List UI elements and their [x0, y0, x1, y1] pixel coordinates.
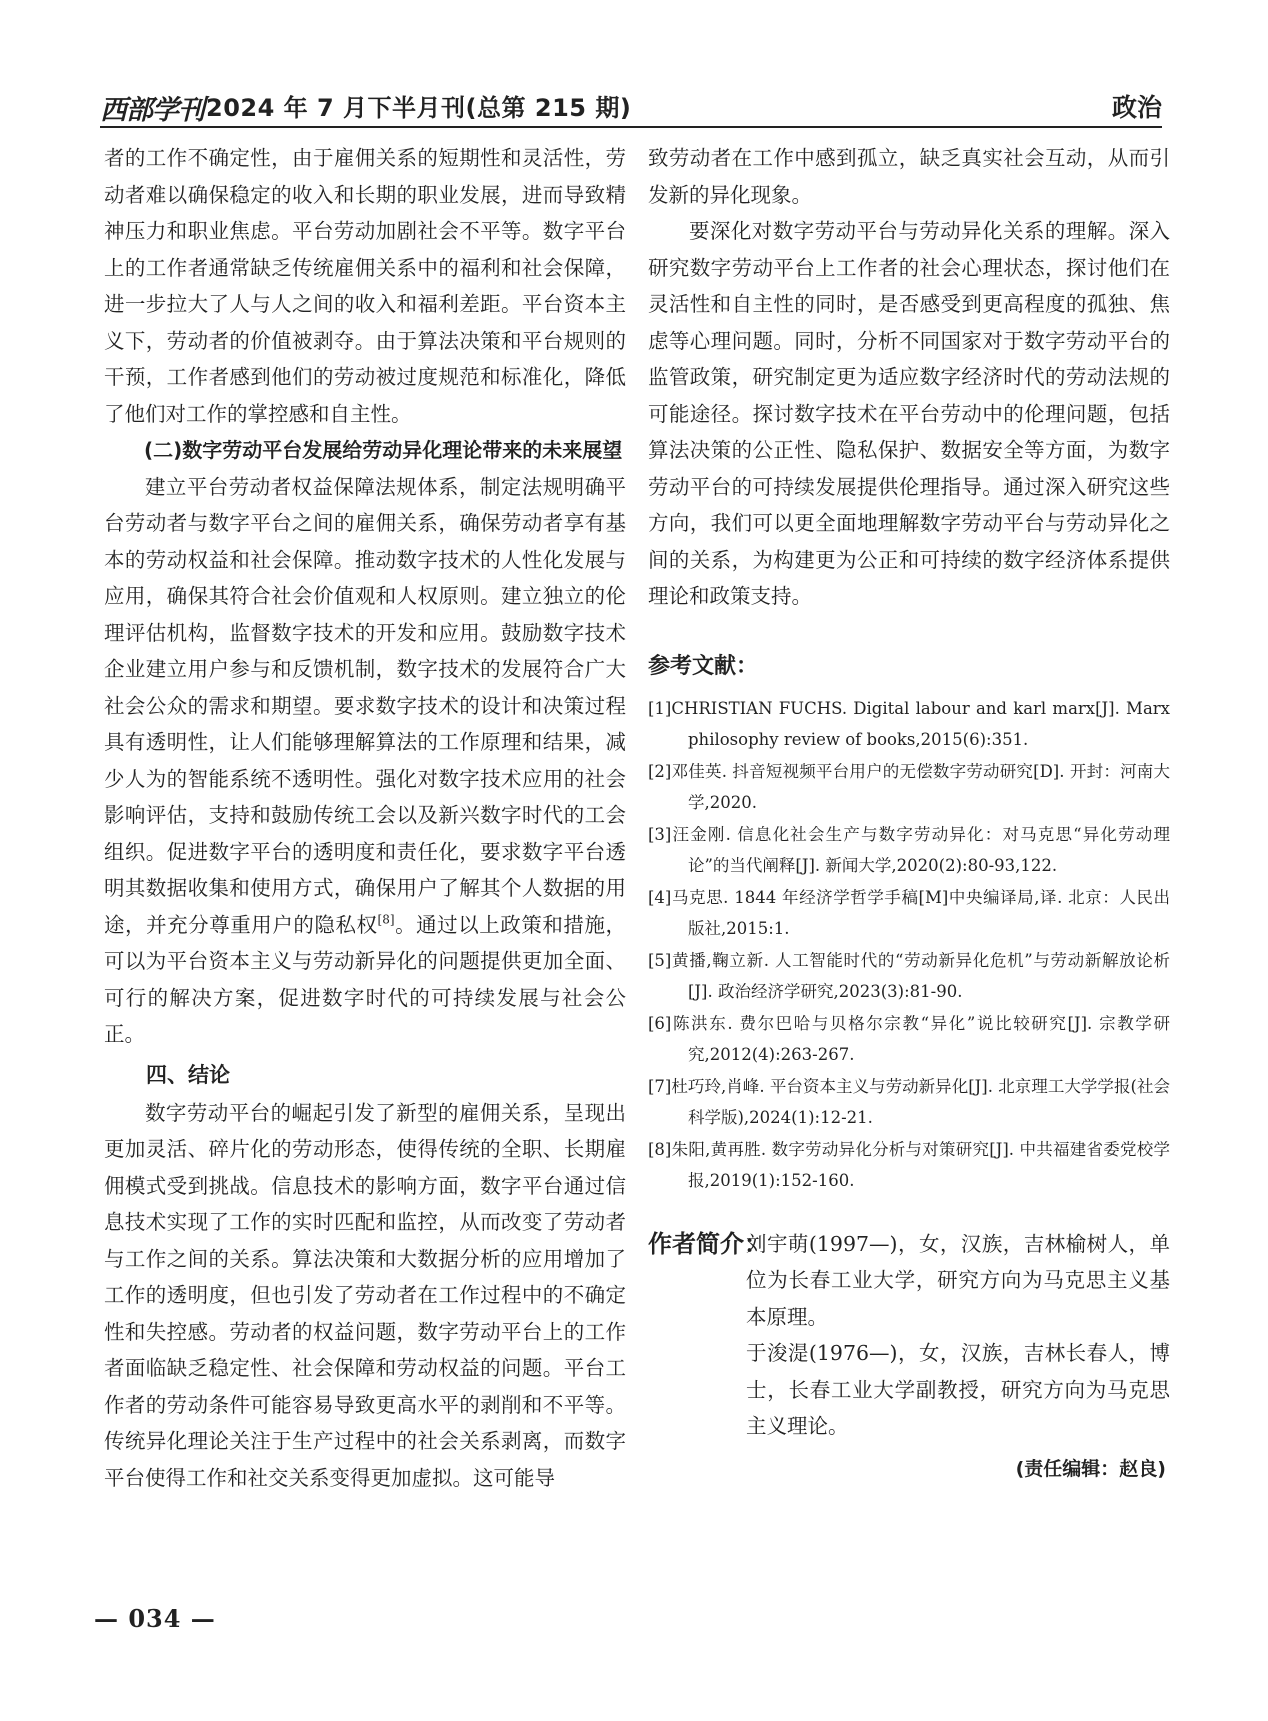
body-paragraph	[104, 469, 626, 1053]
body-paragraph: 者的工作不确定性，由于雇佣关系的短期性和灵活性，劳动者难以确保稳定的收入和长期的职业发展，进而导致精神压力和职业焦虑。平台劳动加剧社会不平等。数字平台上的工作者通常缺乏传统雇佣关系中的福利和社会保障，进一步拉大了人与人之间的收入和福利差距。平台资本主义下，劳动者的价值被剥夺。由于算法决策和平台规则的干预，工作者感到他们的劳动被过度规范和标准化，降低了他们对工作的掌控感和自主性。	[104, 146, 626, 426]
paragraph-text: 。通过以上政策和措施，可以为平台资本主义与劳动新异化的问题提供更加全面、可行的解决方案，促进数字时代的可持续发展与社会公正。	[104, 912, 627, 1046]
body-paragraph: 要深化对数字劳动平台与劳动异化关系的理解。深入研究数字劳动平台上工作者的社会心理状态，探讨他们在灵活性和自主性的同时，是否感受到更高程度的孤独、焦虑等心理问题。同时，分析不同国家对于数字劳动平台的监管政策，研究制定更为适应数字经济时代的劳动法规的可能途径。探讨数字技术在平台劳动中的伦理问题，包括算法决策的公正性、隐私保护、数据安全等方面，为数字劳动平台的可持续发展提供伦理指导。通过深入研究这些方向，我们可以更全面地理解数字劳动平台与劳动异化之间的关系，为构建更为公正和可持续的数字经济体系提供理论和政策支持。	[648, 219, 1170, 608]
section-name: 政治	[1111, 93, 1162, 122]
left-column	[104, 140, 626, 1496]
references-title: 参考文献：	[648, 653, 759, 679]
body-paragraph: 数字劳动平台的崛起引发了新型的雇佣关系，呈现出更加灵活、碎片化的劳动形态，使得传统的全职、长期雇佣模式受到挑战。信息技术的影响方面，数字平台通过信息技术实现了工作的实时匹配和监控，从而改变了劳动者与工作之间的关系。算法决策和大数据分析的应用增加了工作的透明度，但也引发了劳动者在工作过程中的不确定性和失控感。劳动者的权益问题，数字劳动平台上的工作者面临缺乏稳定性、社会保障和劳动权益的问题。平台工作者的劳动条件可能容易导致更高水平的剥削和不平等。传统异化理论关注于生产过程中的社会关系剥离，而数字平台使得工作和社交关系变得更加虚拟。这可能导	[104, 1100, 626, 1490]
journal-logo: 西部学刊	[100, 95, 204, 126]
citation-mark[interactable]: [8]	[377, 912, 395, 927]
responsible-editor: (责任编辑：赵良)	[1015, 1457, 1166, 1480]
issue-info: 2024 年 7 月下半月刊(总第 215 期)	[206, 94, 632, 122]
reference-item: [8]朱阳,黄再胜. 数字劳动异化分析与对策研究[J]. 中共福建省委党校学报,2019(1):152-160.	[648, 1139, 1170, 1190]
page-number: — 034 —	[94, 1604, 216, 1633]
reference-item: [4]马克思. 1844 年经济学哲学手稿[M]中央编译局,译. 北京：人民出版社,2015:1.	[648, 887, 1170, 938]
author-bio	[648, 1226, 1170, 1445]
subsection-heading: (二)数字劳动平台发展给劳动异化理论带来的未来展望	[144, 438, 623, 462]
reference-item: [5]黄播,鞠立新. 人工智能时代的“劳动新异化危机”与劳动新解放论析[J]. 政治经济学研究,2023(3):81-90.	[648, 950, 1170, 1001]
reference-item: [3]汪金刚. 信息化社会生产与数字劳动异化：对马克思“异化劳动理论”的当代阐释[J]. 新闻大学,2020(2):80-93,122.	[648, 824, 1170, 875]
section-heading: 四、结论	[146, 1062, 230, 1087]
author-bio-label: 作者简介：	[648, 1229, 768, 1258]
reference-item: [2]邓佳英. 抖音短视频平台用户的无偿数字劳动研究[D]. 开封：河南大学,2020.	[648, 761, 1170, 812]
author-entry: 刘宇萌(1997—)，女，汉族，吉林榆树人，单位为长春工业大学，研究方向为马克思主义基本原理。	[746, 1231, 1170, 1329]
right-column	[648, 140, 1170, 1487]
header-rule	[100, 126, 1162, 128]
references-list	[648, 693, 1170, 1196]
body-paragraph: 致劳动者在工作中感到孤立，缺乏真实社会互动，从而引发新的异化现象。	[648, 146, 1170, 207]
running-header	[100, 86, 1162, 124]
author-entry: 于浚湜(1976—)，女，汉族，吉林长春人，博士，长春工业大学副教授，研究方向为马克思主义理论。	[746, 1341, 1170, 1438]
reference-item: [1]CHRISTIAN FUCHS. Digital labour and karl marx[J]. Marx philosophy review of books,2015(6):351.	[648, 698, 1170, 749]
paragraph-text: 建立平台劳动者权益保障法规体系，制定法规明确平台劳动者与数字平台之间的雇佣关系，确保劳动者享有基本的劳动权益和社会保障。推动数字技术的人性化发展与应用，确保其符合社会价值观和人权原则。建立独立的伦理评估机构，监督数字技术的开发和应用。鼓励数字技术企业建立用户参与和反馈机制，数字技术的发展符合广大社会公众的需求和期望。要求数字技术的设计和决策过程具有透明性，让人们能够理解算法的工作原理和结果，减少人为的智能系统不透明性。强化对数字技术应用的社会影响评估，支持和鼓励传统工会以及新兴数字时代的工会组织。促进数字平台的透明度和责任化，要求数字平台透明其数据收集和使用方式，确保用户了解其个人数据的用途，并充分尊重用户的隐私权	[104, 474, 626, 937]
author-bio-text	[746, 1226, 1170, 1445]
reference-item: [7]杜巧玲,肖峰. 平台资本主义与劳动新异化[J]. 北京理工大学学报(社会科学版),2024(1):12-21.	[648, 1076, 1170, 1127]
reference-item: [6]陈洪东. 费尔巴哈与贝格尔宗教“异化”说比较研究[J]. 宗教学研究,2012(4):263-267.	[648, 1013, 1170, 1064]
